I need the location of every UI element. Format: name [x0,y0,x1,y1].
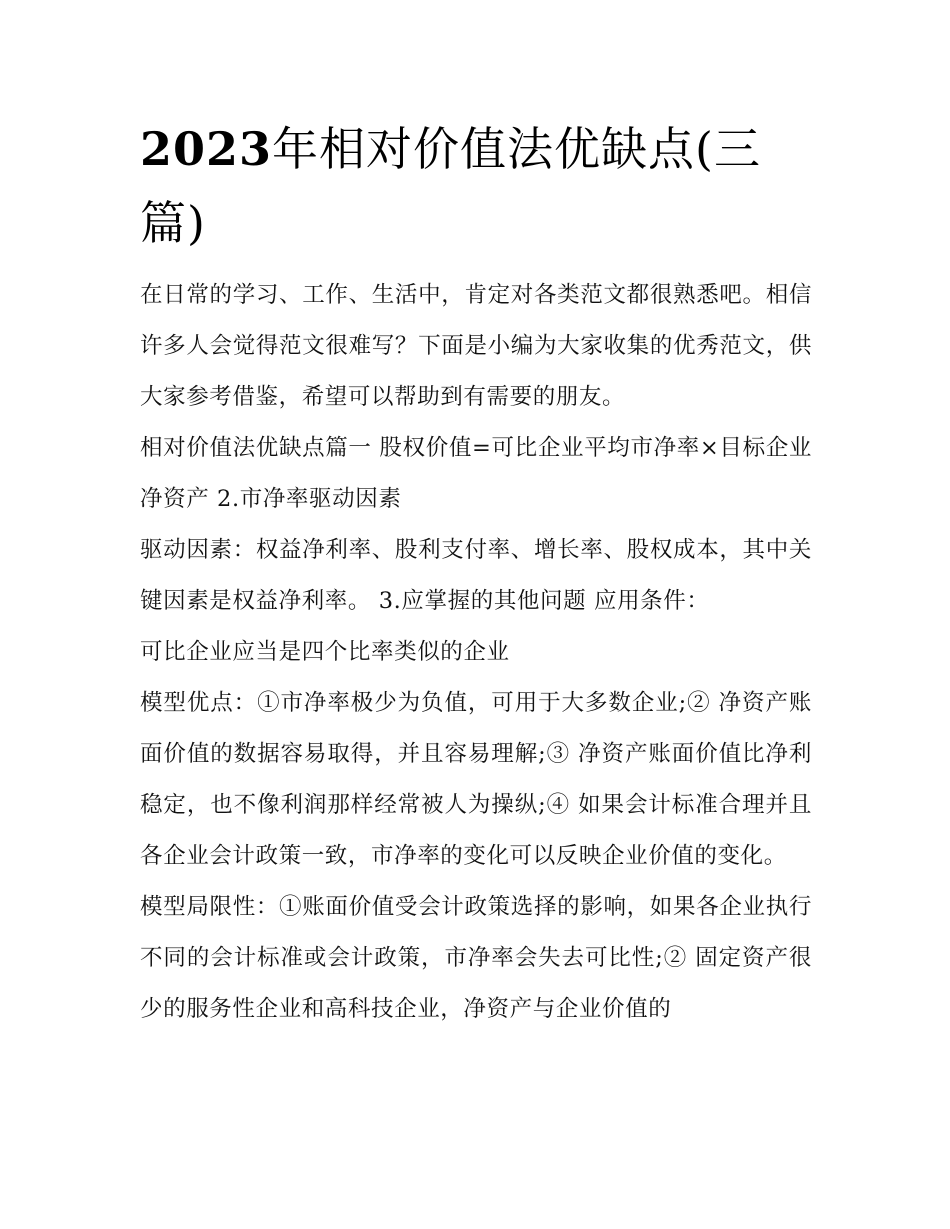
paragraph-drivers: 驱动因素：权益净利率、股利支付率、增长率、股权成本，其中关键因素是权益净利率。 3.应掌握的其他问题 应用条件： [140,537,812,614]
document-title [140,112,812,260]
paragraph-limitations: 模型局限性：①账面价值受会计政策选择的影响，如果各企业执行不同的会计标准或会计政策，市净率会失去可比性;② 固定资产很少的服务性企业和高科技企业，净资产与企业价值的 [140,894,812,1022]
paragraph-intro: 在日常的学习、工作、生活中，肯定对各类范文都很熟悉吧。相信许多人会觉得范文很难写？下面是小编为大家收集的优秀范文，供大家参考借鉴，希望可以帮助到有需要的朋友。 [140,282,812,410]
document-page [140,112,812,1035]
paragraph-conditions: 可比企业应当是四个比率类似的企业 [140,639,510,665]
title-year: 2023 [140,122,273,176]
paragraph-formula: 相对价值法优缺点篇一 股权价值=可比企业平均市净率×目标企业净资产 2.市净率驱动因素 [140,435,812,512]
document-body [140,270,812,1035]
title-text: 年相对价值法优缺点(三篇) [140,122,761,250]
paragraph-advantages: 模型优点：①市净率极少为负值，可用于大多数企业;② 净资产账面价值的数据容易取得，并且容易理解;③ 净资产账面价值比净利稳定，也不像利润那样经常被人为操纵;④ 如果会计标准合理并且各企业会计政策一致，市净率的变化可以反映企业价值的变化。 [140,690,812,869]
